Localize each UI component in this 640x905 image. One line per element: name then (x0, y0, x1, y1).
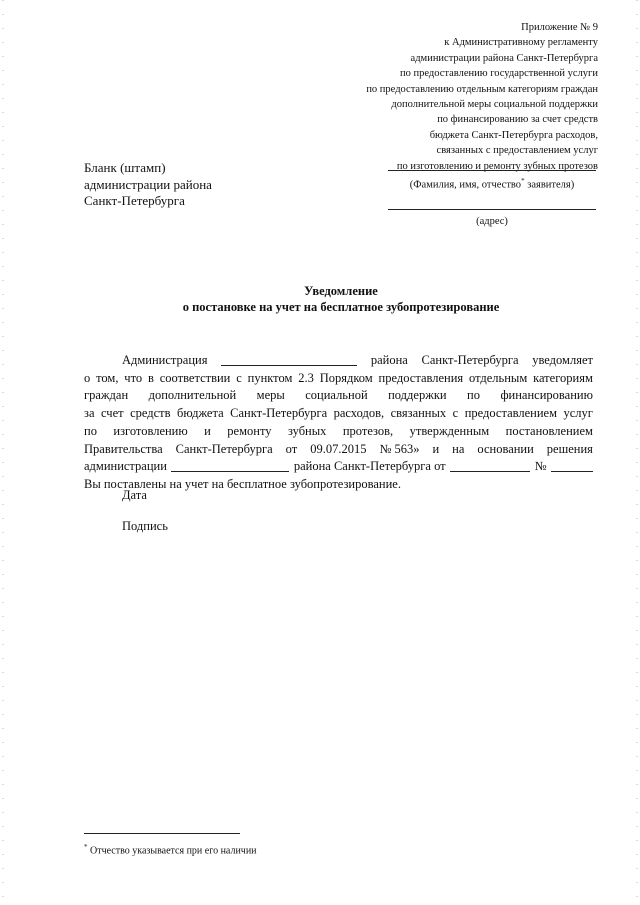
title-line: о постановке на учет на бесплатное зубопротезирование (182, 299, 500, 314)
word: что (124, 370, 143, 385)
document-title (84, 284, 598, 315)
date-label: Дата (122, 488, 147, 502)
word: № 563» (379, 441, 420, 456)
word: счет (100, 406, 124, 421)
word: 09.07.2015 (310, 441, 367, 456)
appendix-line: связанных с предоставлением услуг (436, 145, 598, 157)
word: пунктом (247, 370, 293, 385)
word: расходов, (333, 406, 385, 421)
footnote-mark: * (521, 177, 525, 185)
word: зубных (287, 423, 327, 438)
applicant-block (388, 170, 596, 227)
word: изготовлению (113, 423, 188, 438)
word: поддержки (388, 388, 447, 403)
word: уведомляет (532, 353, 593, 367)
word: и (204, 423, 211, 438)
word: предоставления (378, 370, 464, 385)
applicant-address-field[interactable] (388, 209, 596, 210)
word: в (147, 370, 154, 385)
word: основании (477, 441, 534, 456)
word: от (285, 441, 298, 456)
word: по (467, 388, 480, 403)
decision-date-field[interactable] (450, 458, 530, 472)
body-line (84, 441, 593, 459)
word: дополнительной (148, 388, 237, 403)
body-line: Вы поставлены на учет на бесплатное зубопротезирование. (84, 476, 401, 491)
footnote-mark: * (84, 843, 88, 851)
footnote-text: Отчество указывается при его наличии (87, 845, 257, 857)
applicant-address-caption: (адрес) (476, 215, 508, 227)
appendix-line: по изготовлению и ремонту зубных протезов (396, 160, 598, 172)
word: услуг (563, 406, 593, 421)
word: средств (130, 406, 171, 421)
appendix-line: по предоставлению государственной услуги (400, 68, 598, 80)
word: № (534, 459, 547, 474)
word: отдельным (469, 370, 528, 385)
admin-name-field[interactable] (221, 352, 357, 366)
word: района Санкт-Петербурга от (293, 459, 446, 474)
word: связанных (390, 406, 447, 421)
word: 2.3 (298, 370, 314, 385)
word: бюджета (177, 406, 224, 421)
body-line (84, 352, 593, 370)
stamp-block (84, 160, 212, 210)
word: с (452, 406, 459, 421)
body-line (84, 458, 593, 476)
word: решения (546, 441, 593, 456)
appendix-line: администрации района Санкт-Петербурга (410, 52, 598, 64)
body-line (84, 387, 593, 405)
appendix-line: по предоставлению отдельным категориям граждан (366, 83, 598, 95)
appendix-line: по финансированию за счет средств (437, 114, 598, 126)
appendix-line: к Административному регламенту (444, 37, 598, 49)
word: Санкт-Петербурга (230, 406, 328, 421)
footnote-divider (84, 833, 240, 834)
body-line (84, 370, 593, 388)
word: меры (256, 388, 285, 403)
word: финансированию (500, 388, 593, 403)
appendix-line: дополнительной меры социальной поддержки (391, 99, 598, 111)
footnote (84, 843, 257, 856)
word: предоставлением (464, 406, 558, 421)
caption-text: (Фамилия, имя, отчество (409, 179, 522, 191)
appendix-header (298, 20, 598, 174)
word: соответствии (159, 370, 231, 385)
decision-number-field[interactable] (551, 458, 593, 472)
administration-field[interactable] (171, 458, 289, 472)
word: протезов, (342, 423, 394, 438)
word: на (452, 441, 465, 456)
applicant-name-caption (388, 177, 596, 191)
word: Правительства (84, 441, 163, 456)
word: Порядком (319, 370, 373, 385)
stamp-line: администрации района (84, 176, 212, 192)
appendix-line: Приложение № 9 (521, 22, 598, 33)
word: Санкт-Петербурга (175, 441, 273, 456)
word: администрации (84, 459, 167, 474)
caption-text-end: заявителя) (524, 179, 575, 191)
word: социальной (305, 388, 368, 403)
word: граждан (84, 388, 129, 403)
applicant-name-field[interactable] (388, 170, 596, 171)
word: категориям (533, 370, 593, 385)
word: по (84, 423, 97, 438)
body-line (84, 405, 593, 423)
stamp-line: Бланк (штамп) (84, 160, 166, 175)
word: том, (96, 370, 119, 385)
word: постановлением (505, 423, 593, 438)
word: района (370, 353, 408, 367)
signature-label: Подпись (122, 519, 168, 533)
word: с (236, 370, 242, 385)
scan-edge-left (2, 0, 4, 905)
word: и (432, 441, 440, 456)
word: за (84, 406, 95, 421)
title-line: Уведомление (304, 284, 378, 298)
notice-body (84, 352, 593, 494)
stamp-line: Санкт-Петербурга (84, 193, 185, 208)
word: о (84, 370, 91, 385)
body-line (84, 423, 593, 441)
scan-edge-right (636, 0, 638, 905)
word: ремонту (227, 423, 272, 438)
appendix-line: бюджета Санкт-Петербурга расходов, (429, 129, 598, 141)
word: Санкт-Петербурга (421, 353, 519, 367)
word: Администрация (122, 353, 208, 367)
word: утвержденным (409, 423, 490, 438)
